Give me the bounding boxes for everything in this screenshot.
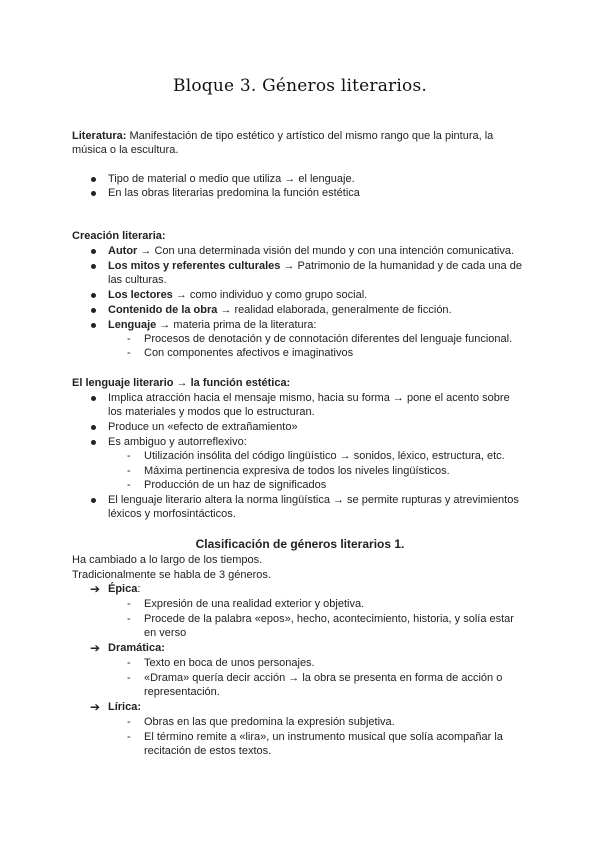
bullet-icon (91, 249, 96, 254)
creacion-item-lectores (108, 288, 367, 302)
creacion-item-bold: Autor (108, 245, 138, 257)
lenguaje-sub-3: Producción de un haz de significados (144, 479, 327, 491)
clasificacion-heading: Clasificación de géneros literarios 1. (195, 537, 405, 551)
lenguaje-bullet-3: Es ambiguo y autorreflexivo: (108, 436, 247, 448)
bullet-icon (91, 177, 96, 182)
lenguaje-bullet-1-line1: Implica atracción hacia el mensaje mismo, hacia su forma → pone el acento sobre (108, 392, 510, 404)
epica-item-2-cont: en verso (144, 627, 187, 639)
bullet-icon (91, 440, 96, 445)
arrow-icon: ➔ (90, 641, 101, 655)
page-title: Bloque 3. Géneros literarios. (173, 76, 427, 96)
bullet-icon (91, 264, 96, 269)
creacion-sub-1: Procesos de denotación y de connotación diferentes del lenguaje funcional. (144, 333, 513, 345)
bullet-icon (91, 425, 96, 430)
clasificacion-intro-2: Tradicionalmente se habla de 3 géneros. (72, 569, 271, 581)
literatura-label: Literatura: (72, 130, 127, 142)
creacion-item-text: → materia prima de la literatura: (156, 319, 317, 331)
dash-icon: - (127, 598, 131, 610)
creacion-item-contenido (108, 303, 452, 317)
bullet-icon (91, 308, 96, 313)
lenguaje-heading: El lenguaje literario → la función estética: (72, 377, 291, 389)
creacion-item-bold: Los lectores (108, 289, 173, 301)
literatura-def-line1: Manifestación de tipo estético y artístico del mismo rango que la pintura, la (129, 130, 494, 142)
dash-icon: - (127, 731, 131, 743)
literatura-bullet-2: En las obras literarias predomina la función estética (108, 187, 360, 199)
creacion-item-text: → Patrimonio de la humanidad y de cada una de (280, 260, 522, 272)
dash-icon: - (127, 716, 131, 728)
dramatica-item-2-cont: representación. (144, 686, 220, 698)
creacion-item-bold: Los mitos y referentes culturales (108, 260, 281, 272)
lenguaje-bullet-4-line1: El lenguaje literario altera la norma lingüística → se permite rupturas y atrevimientos (108, 494, 519, 506)
dash-icon: - (127, 672, 131, 684)
creacion-item-text: → Con una determinada visión del mundo y con una intención comunicativa. (137, 245, 514, 257)
lenguaje-bullet-1-line2: los materiales y modos que lo estructuran. (108, 406, 315, 418)
literatura-bullet-1: Tipo de material o medio que utiliza → el lenguaje. (108, 173, 355, 185)
literatura-definition (72, 129, 493, 143)
bullet-icon (91, 293, 96, 298)
genero-dramatica: Dramática: (108, 642, 165, 654)
clasificacion-intro-1: Ha cambiado a lo largo de los tiempos. (72, 554, 263, 566)
creacion-item-mitos-cont: las culturas. (108, 274, 167, 286)
epica-item-2: Procede de la palabra «epos», hecho, acontecimiento, historia, y solía estar (144, 613, 514, 625)
creacion-item-mitos (108, 259, 522, 273)
creacion-item-bold: Contenido de la obra (108, 304, 218, 316)
creacion-sub-2: Con componentes afectivos e imaginativos (144, 347, 354, 359)
dash-icon: - (127, 333, 131, 345)
lenguaje-sub-2: Máxima pertinencia expresiva de todos los niveles lingüísticos. (144, 465, 450, 477)
arrow-icon: ➔ (90, 700, 101, 714)
literatura-def-line2: música o la escultura. (72, 144, 179, 156)
genero-epica (108, 582, 140, 596)
dash-icon: - (127, 657, 131, 669)
lenguaje-sub-1: Utilización insólita del código lingüístico → sonidos, léxico, estructura, etc. (144, 450, 505, 462)
dash-icon: - (127, 613, 131, 625)
dash-icon: - (127, 465, 131, 477)
creacion-item-autor (108, 244, 514, 258)
lirica-item-2-cont: recitación de estos textos. (144, 745, 272, 757)
genero-label: Épica (108, 583, 138, 595)
genero-colon: : (137, 583, 141, 595)
creacion-item-lenguaje (108, 318, 316, 332)
lenguaje-bullet-2: Produce un «efecto de extrañamiento» (108, 421, 298, 433)
epica-item-1: Expresión de una realidad exterior y objetiva. (144, 598, 365, 610)
lirica-item-1: Obras en las que predomina la expresión subjetiva. (144, 716, 395, 728)
dramatica-item-2: «Drama» quería decir acción → la obra se presenta en forma de acción o (144, 672, 503, 684)
genero-lirica: Lírica: (108, 701, 142, 713)
bullet-icon (91, 323, 96, 328)
dash-icon: - (127, 347, 131, 359)
dash-icon: - (127, 450, 131, 462)
arrow-icon: ➔ (90, 582, 101, 596)
lenguaje-bullet-4-line2: léxicos y morfosintácticos. (108, 508, 236, 520)
creacion-item-text: → realidad elaborada, generalmente de ficción. (217, 304, 452, 316)
bullet-icon (91, 498, 96, 503)
bullet-icon (91, 191, 96, 196)
creacion-item-text: → como individuo y como grupo social. (172, 289, 368, 301)
dash-icon: - (127, 479, 131, 491)
dramatica-item-1: Texto en boca de unos personajes. (144, 657, 315, 669)
bullet-icon (91, 396, 96, 401)
creacion-heading: Creación literaria: (72, 230, 166, 242)
creacion-item-bold: Lenguaje (108, 319, 157, 331)
lirica-item-2: El término remite a «lira», un instrumento musical que solía acompañar la (144, 731, 503, 743)
